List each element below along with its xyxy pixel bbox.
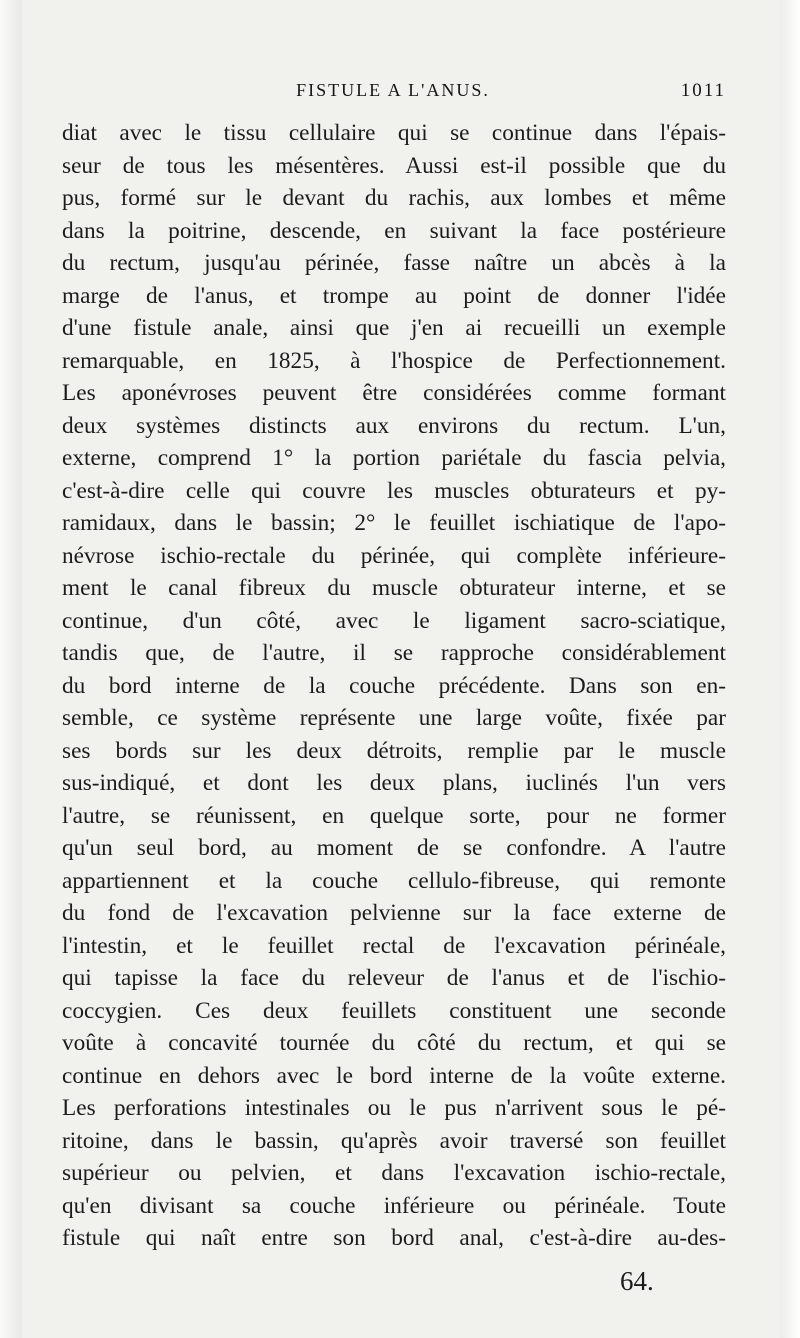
text-line: l'intestin, et le feuillet rectal de l'excavation périnéale, [62, 932, 726, 959]
text-line: ramidaux, dans le bassin; 2° le feuillet ischiatique de l'apo- [62, 510, 726, 536]
text-line: d'une fistule anale, ainsi que j'en ai recueilli un exemple [62, 315, 726, 341]
text-line: c'est-à-dire celle qui couvre les muscles obturateurs et py- [62, 477, 726, 504]
text-line: pus, formé sur le devant du rachis, aux lombes et même [62, 185, 726, 211]
text-line: tandis que, de l'autre, il se rapproche considérablement [62, 640, 726, 666]
text-line: coccygien. Ces deux feuillets constituent une seconde [62, 997, 726, 1024]
text-line: du rectum, jusqu'au périnée, fasse naître un abcès à la [62, 250, 726, 276]
text-line: seur de tous les mésentères. Aussi est-il possible que du [62, 152, 726, 179]
text-line: continue en dehors avec le bord interne de la voûte externe. [62, 1062, 726, 1089]
text-line: marge de l'anus, et trompe au point de donner l'idée [62, 282, 726, 309]
text-line: fistule qui naît entre son bord anal, c'est-à-dire au-des- [62, 1225, 726, 1251]
text-line: ment le canal fibreux du muscle obturateur interne, et se [62, 575, 726, 601]
text-line: semble, ce système représente une large voûte, fixée par [62, 705, 726, 731]
body-text [62, 117, 726, 1255]
text-line: Les perforations intestinales ou le pus n'arrivent sous le pé- [62, 1095, 726, 1121]
page-number: 1011 [680, 80, 726, 101]
text-line: névrose ischio-rectale du périnée, qui complète inférieure- [62, 542, 726, 569]
text-line: supérieur ou pelvien, et dans l'excavation ischio-rectale, [62, 1160, 726, 1186]
text-line: Les aponévroses peuvent être considérées comme formant [62, 380, 726, 406]
text-line: dans la poitrine, descende, en suivant la face postérieure [62, 217, 726, 244]
page-edge-right [780, 0, 800, 1338]
text-line: qui tapisse la face du releveur de l'anus et de l'ischio- [62, 965, 726, 991]
text-line: continue, d'un côté, avec le ligament sacro-sciatique, [62, 607, 726, 634]
text-line: ritoine, dans le bassin, qu'après avoir traversé son feuillet [62, 1127, 726, 1154]
running-head-title: FISTULE A L'ANUS. [296, 80, 490, 100]
text-line: l'autre, se réunissent, en quelque sorte, pour ne former [62, 802, 726, 829]
text-line: qu'un seul bord, au moment de se confondre. A l'autre [62, 835, 726, 861]
text-line: appartiennent et la couche cellulo-fibreuse, qui remonte [62, 867, 726, 894]
text-line: voûte à concavité tournée du côté du rectum, et qui se [62, 1030, 726, 1056]
text-line: sus-indiqué, et dont les deux plans, iuclinés l'un vers [62, 770, 726, 796]
page-gutter-left [0, 0, 22, 1338]
text-line: qu'en divisant sa couche inférieure ou périnéale. Toute [62, 1192, 726, 1219]
text-line: remarquable, en 1825, à l'hospice de Perfectionnement. [62, 347, 726, 374]
text-line: deux systèmes distincts aux environs du rectum. L'un, [62, 412, 726, 439]
text-line: diat avec le tissu cellulaire qui se continue dans l'épais- [62, 120, 726, 146]
text-line: du bord interne de la couche précédente. Dans son en- [62, 672, 726, 699]
text-line: externe, comprend 1° la portion pariétale du fascia pelvia, [62, 445, 726, 471]
running-head [60, 80, 726, 106]
text-line: du fond de l'excavation pelvienne sur la face externe de [62, 900, 726, 926]
text-line: ses bords sur les deux détroits, remplie par le muscle [62, 737, 726, 764]
signature-mark: 64. [620, 1266, 654, 1296]
